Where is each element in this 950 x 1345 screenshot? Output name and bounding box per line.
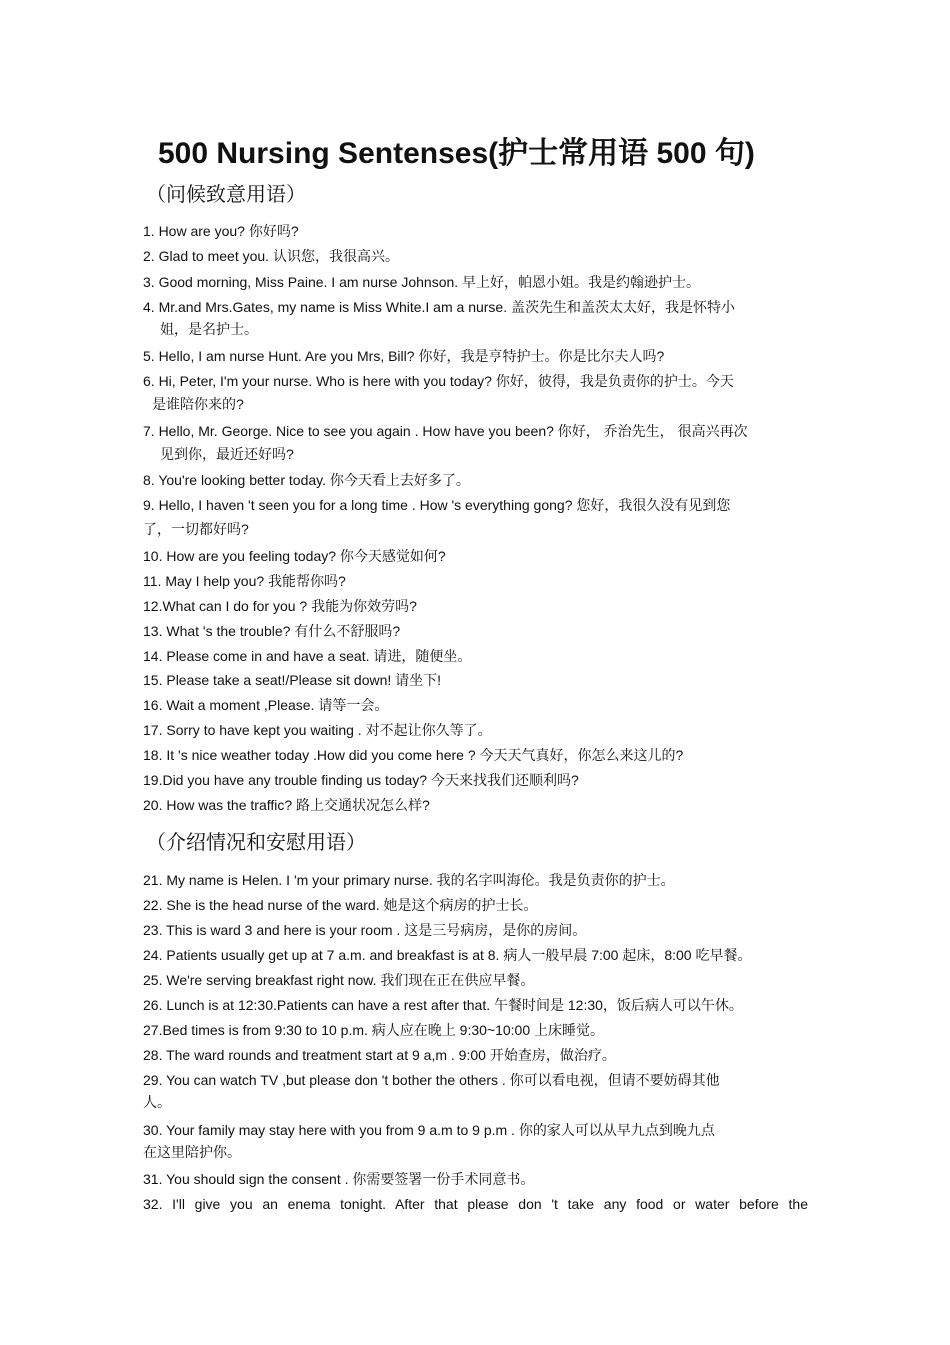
- sentence-line: 1. How are you? 你好吗?: [143, 223, 299, 239]
- sentence-line-continuation: 见到你，最近还好吗?: [160, 446, 294, 462]
- sentence-line: 7. Hello, Mr. George. Nice to see you again . How have you been? 你好， 乔治先生， 很高兴再次: [143, 423, 748, 439]
- sentence-line: 28. The ward rounds and treatment start at 9 a,m . 9:00 开始查房，做治疗。: [143, 1047, 616, 1063]
- sentence-line: 17. Sorry to have kept you waiting . 对不起让你久等了。: [143, 722, 492, 738]
- sentence-line: 4. Mr.and Mrs.Gates, my name is Miss White.I am a nurse. 盖茨先生和盖茨太太好，我是怀特小: [143, 299, 735, 315]
- sentence-line-continuation: 人。: [143, 1094, 171, 1110]
- sentence-line: 6. Hi, Peter, I'm your nurse. Who is here with you today? 你好，彼得，我是负责你的护士。今天: [143, 373, 734, 389]
- sentence-line: 25. We're serving breakfast right now. 我们现在正在供应早餐。: [143, 972, 535, 988]
- sentence-line: 10. How are you feeling today? 你今天感觉如何?: [143, 548, 446, 564]
- sentence-line: 15. Please take a seat!/Please sit down! 请坐下!: [143, 672, 442, 688]
- sentence-line: 8. You're looking better today. 你今天看上去好多了。: [143, 472, 470, 488]
- section-heading-introduction: （介绍情况和安慰用语）: [146, 830, 366, 854]
- sentence-line: 18. It 's nice weather today .How did you come here ? 今天天气真好，你怎么来这儿的?: [143, 747, 684, 763]
- sentence-line: 24. Patients usually get up at 7 a.m. and breakfast is at 8. 病人一般早晨 7:00 起床，8:00 吃早餐。: [143, 947, 752, 963]
- sentence-line: 13. What 's the trouble? 有什么不舒服吗?: [143, 623, 401, 639]
- section-heading-greetings: （问候致意用语）: [146, 182, 306, 206]
- sentence-line-continuation: 了，一切都好吗?: [143, 521, 249, 537]
- sentence-line: 21. My name is Helen. I 'm your primary nurse. 我的名字叫海伦。我是负责你的护士。: [143, 872, 675, 888]
- sentence-line: 3. Good morning, Miss Paine. I am nurse Johnson. 早上好，帕恩小姐。我是约翰逊护士。: [143, 274, 701, 290]
- sentence-line: 16. Wait a moment ,Please. 请等一会。: [143, 697, 389, 713]
- sentence-line-continuation: 姐，是名护士。: [160, 321, 258, 337]
- sentence-line: 5. Hello, I am nurse Hunt. Are you Mrs, Bill? 你好，我是亨特护士。你是比尔夫人吗?: [143, 348, 665, 364]
- sentence-line: 14. Please come in and have a seat. 请进，随便坐。: [143, 648, 472, 664]
- sentence-line: 9. Hello, I haven 't seen you for a long time . How 's everything gong? 您好，我很久没有见到您: [143, 497, 731, 513]
- sentence-line-continuation: 在这里陪护你。: [143, 1144, 241, 1160]
- sentence-line: 27.Bed times is from 9:30 to 10 p.m. 病人应在晚上 9:30~10:00 上床睡觉。: [143, 1022, 605, 1038]
- sentence-line: 22. She is the head nurse of the ward. 她是这个病房的护士长。: [143, 897, 538, 913]
- sentence-line: 23. This is ward 3 and here is your room . 这是三号病房，是你的房间。: [143, 922, 587, 938]
- sentence-line-continuation: 是谁陪你来的?: [152, 396, 244, 412]
- sentence-line: 12.What can I do for you ? 我能为你效劳吗?: [143, 598, 417, 614]
- sentence-line: 31. You should sign the consent . 你需要签署一份手术同意书。: [143, 1171, 535, 1187]
- sentence-line: 2. Glad to meet you. 认识您，我很高兴。: [143, 248, 399, 264]
- sentence-line: 30. Your family may stay here with you from 9 a.m to 9 p.m . 你的家人可以从早九点到晚九点: [143, 1122, 715, 1138]
- sentence-line: 11. May I help you? 我能帮你吗?: [143, 573, 346, 589]
- sentence-line: 19.Did you have any trouble finding us today? 今天来找我们还顺利吗?: [143, 772, 579, 788]
- sentence-line: 29. You can watch TV ,but please don 't bother the others . 你可以看电视，但请不要妨碍其他: [143, 1072, 720, 1088]
- sentence-line: 26. Lunch is at 12:30.Patients can have a rest after that. 午餐时间是 12:30，饭后病人可以午休。: [143, 997, 743, 1013]
- page-title: 500 Nursing Sentenses(护士常用语 500 句): [158, 137, 755, 170]
- sentence-line: 32. I'll give you an enema tonight. After that please don 't take any food or water before the: [143, 1196, 808, 1212]
- sentence-line: 20. How was the traffic? 路上交通状况怎么样?: [143, 797, 430, 813]
